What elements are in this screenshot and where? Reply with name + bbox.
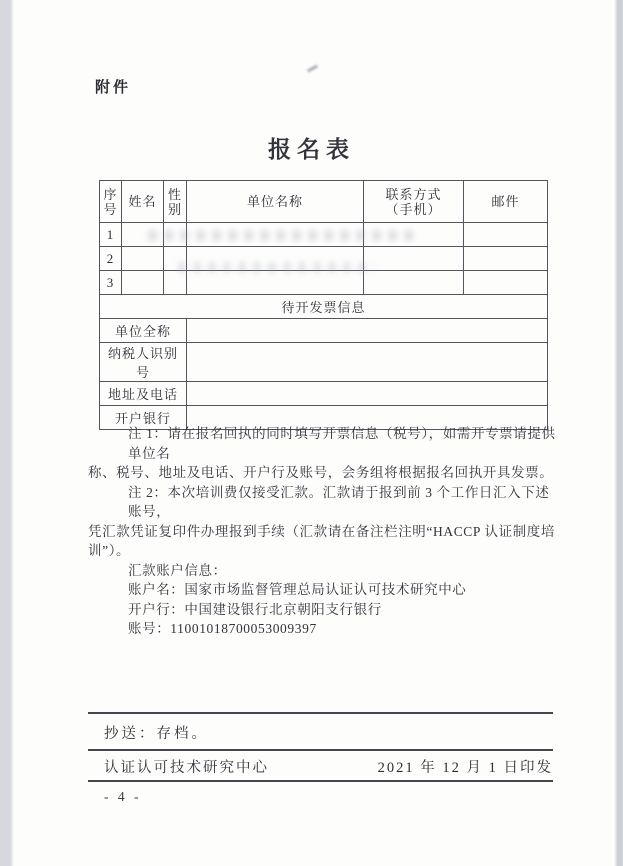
invoice-label-company-name: 单位全称 bbox=[100, 319, 187, 343]
header-cell-name: 姓名 bbox=[122, 181, 164, 223]
page-title: 报名表 bbox=[268, 137, 355, 162]
empty-contact-cell bbox=[364, 223, 464, 247]
row-number-cell: 2 bbox=[100, 247, 122, 271]
empty-name-cell bbox=[122, 247, 164, 271]
invoice-label-taxpayer-id: 纳税人识别号 bbox=[100, 343, 187, 382]
empty-name-cell bbox=[122, 223, 164, 247]
empty-name-cell bbox=[122, 271, 164, 295]
note-2-line-1: 注 2：本次培训费仅接受汇款。汇款请于报到前 3 个工作日汇入下述账号， bbox=[128, 484, 550, 519]
empty-gender-cell bbox=[164, 271, 187, 295]
invoice-label-bank: 开户银行 bbox=[100, 406, 187, 430]
invoice-section-header-row bbox=[100, 295, 548, 319]
scanner-margin-right bbox=[617, 0, 623, 866]
print-date: 2021 年 12 月 1 日印发 bbox=[377, 760, 553, 776]
scan-speck-artifact bbox=[307, 65, 318, 73]
footer-divider-bottom bbox=[88, 780, 553, 782]
account-name-line: 账户名：国家市场监督管理总局认证认可技术研究中心 bbox=[128, 582, 467, 597]
bank-name-line: 开户行：中国建设银行北京朝阳支行银行 bbox=[128, 601, 382, 617]
contact-label-line2: （手机） bbox=[385, 201, 442, 217]
empty-email-cell bbox=[464, 223, 548, 247]
scanner-margin-left bbox=[0, 0, 10, 866]
invoice-label-address-phone: 地址及电话 bbox=[100, 382, 187, 406]
remittance-info-heading: 汇款账户信息： bbox=[128, 562, 227, 578]
attachment-label: 附件 bbox=[95, 79, 132, 96]
empty-gender-cell bbox=[164, 247, 187, 271]
account-number-line: 账号：11001018700053009397 bbox=[128, 621, 317, 636]
page-number: - 4 - bbox=[104, 789, 142, 804]
table-row bbox=[100, 223, 548, 247]
table-header-row bbox=[100, 181, 548, 223]
invoice-value-company-name bbox=[187, 319, 548, 343]
invoice-row bbox=[100, 319, 548, 343]
empty-contact-cell bbox=[364, 247, 464, 271]
header-cell-seq: 序号 bbox=[100, 181, 122, 223]
header-cell-email: 邮件 bbox=[464, 181, 548, 223]
header-cell-contact bbox=[364, 181, 464, 223]
empty-organization-cell bbox=[187, 247, 364, 271]
invoice-value-address-phone bbox=[187, 382, 548, 406]
table-row bbox=[100, 271, 548, 295]
empty-gender-cell bbox=[164, 223, 187, 247]
header-cell-organization: 单位名称 bbox=[187, 181, 364, 223]
empty-email-cell bbox=[464, 271, 548, 295]
footer-divider-top bbox=[88, 712, 553, 714]
empty-organization-cell bbox=[187, 223, 364, 247]
invoice-value-taxpayer-id bbox=[187, 343, 548, 382]
registration-table bbox=[99, 180, 548, 430]
empty-contact-cell bbox=[364, 271, 464, 295]
notes-block bbox=[88, 424, 556, 639]
note-2-line-2: 凭汇款凭证复印件办理报到手续（汇款请在备注栏注明“HACCP 认证制度培训”）。 bbox=[88, 523, 555, 558]
row-number-cell: 3 bbox=[100, 271, 122, 295]
issuer-row bbox=[104, 756, 553, 777]
footer-divider-middle bbox=[88, 749, 553, 751]
row-number-cell: 1 bbox=[100, 223, 122, 247]
header-cell-gender: 性别 bbox=[164, 181, 187, 223]
note-1-line-2: 称、税号、地址及电话、开户行及账号，会务组将根据报名回执开具发票。 bbox=[88, 465, 554, 480]
invoice-row bbox=[100, 343, 548, 382]
table-row bbox=[100, 247, 548, 271]
invoice-section-title: 待开发票信息 bbox=[100, 295, 548, 319]
contact-label-line1: 联系方式 bbox=[385, 186, 442, 202]
empty-email-cell bbox=[464, 247, 548, 271]
note-1-line-1: 注 1：请在报名回执的同时填写开票信息（税号），如需开专票请提供单位名 bbox=[128, 426, 556, 461]
empty-organization-cell bbox=[187, 271, 364, 295]
invoice-row bbox=[100, 382, 548, 406]
issuer-name: 认证认可技术研究中心 bbox=[104, 760, 269, 776]
cc-archive-label: 抄送：存档。 bbox=[104, 726, 209, 742]
